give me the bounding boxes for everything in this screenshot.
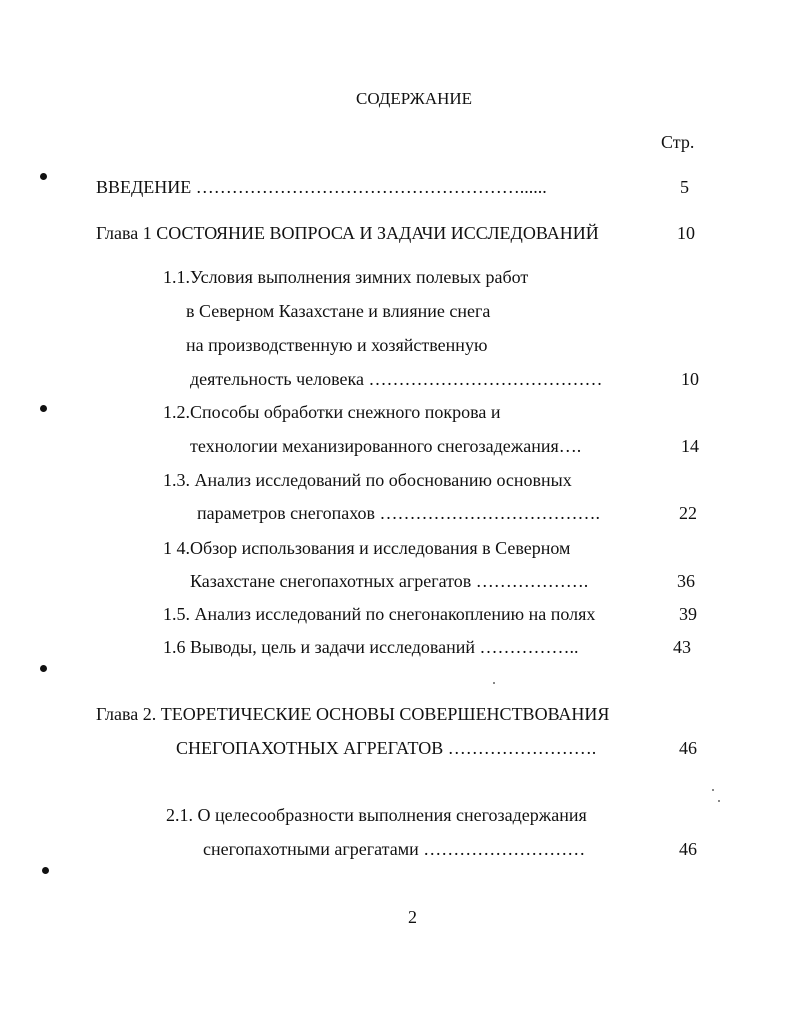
scan-margin-dot [40, 173, 47, 180]
toc-entry-1-2-line-1: 1.2.Способы обработки снежного покрова и [163, 402, 501, 422]
toc-entry-1-4-line-1: 1 4.Обзор использования и исследования в Северном [163, 538, 571, 558]
toc-entry-chapter-1: Глава 1 СОСТОЯНИЕ ВОПРОСА И ЗАДАЧИ ИССЛЕДОВАНИЙ [96, 223, 599, 243]
toc-page-1-3: 22 [679, 503, 697, 523]
scan-margin-dot [42, 867, 49, 874]
toc-entry-1-3-line-2: параметров снегопахов ………………………………. [197, 503, 601, 523]
toc-entry-introduction: ВВЕДЕНИЕ ………………………………………………...... [96, 177, 547, 197]
scan-speck [718, 800, 720, 802]
toc-entry-1-1-line-1: 1.1.Условия выполнения зимних полевых работ [163, 267, 529, 287]
page-column-header: Стр. [661, 132, 695, 152]
toc-entry-1-3-line-1: 1.3. Анализ исследований по обоснованию основных [163, 470, 572, 490]
toc-entry-1-5: 1.5. Анализ исследований по снегонакоплению на полях [163, 604, 596, 624]
toc-page-introduction: 5 [680, 177, 689, 197]
toc-entry-1-1-line-4: деятельность человека ………………………………… [190, 369, 603, 389]
toc-page-1-1: 10 [681, 369, 699, 389]
toc-entry-1-2-line-2: технологии механизированного снегозадежания…. [190, 436, 582, 456]
toc-page-1-5: 39 [679, 604, 697, 624]
toc-entry-2-1-line-1: 2.1. О целесообразности выполнения снегозадержания [166, 805, 587, 825]
toc-title: СОДЕРЖАНИЕ [356, 89, 473, 108]
scan-speck [493, 682, 495, 684]
toc-page-1-6: 43 [673, 637, 691, 657]
scan-margin-dot [40, 665, 47, 672]
page-number: 2 [408, 907, 417, 927]
scan-speck [712, 789, 714, 791]
toc-page-1-2: 14 [681, 436, 699, 456]
toc-entry-1-1-line-2: в Северном Казахстане и влияние снега [186, 301, 491, 321]
toc-entry-1-1-line-3: на производственную и хозяйственную [186, 335, 488, 355]
toc-entry-1-4-line-2: Казахстане снегопахотных агрегатов ………………. [190, 571, 589, 591]
toc-page-1-4: 36 [677, 571, 695, 591]
toc-entry-chapter-2-line-2: СНЕГОПАХОТНЫХ АГРЕГАТОВ ……………………. [176, 738, 597, 758]
toc-page-2-1: 46 [679, 839, 697, 859]
toc-page-chapter-1: 10 [677, 223, 695, 243]
toc-page-chapter-2: 46 [679, 738, 697, 758]
scan-margin-dot [40, 405, 47, 412]
toc-entry-2-1-line-2: снегопахотными агрегатами ……………………… [203, 839, 586, 859]
toc-entry-chapter-2-line-1: Глава 2. ТЕОРЕТИЧЕСКИЕ ОСНОВЫ СОВЕРШЕНСТВОВАНИЯ [96, 704, 610, 724]
toc-entry-1-6: 1.6 Выводы, цель и задачи исследований …………….. [163, 637, 579, 657]
